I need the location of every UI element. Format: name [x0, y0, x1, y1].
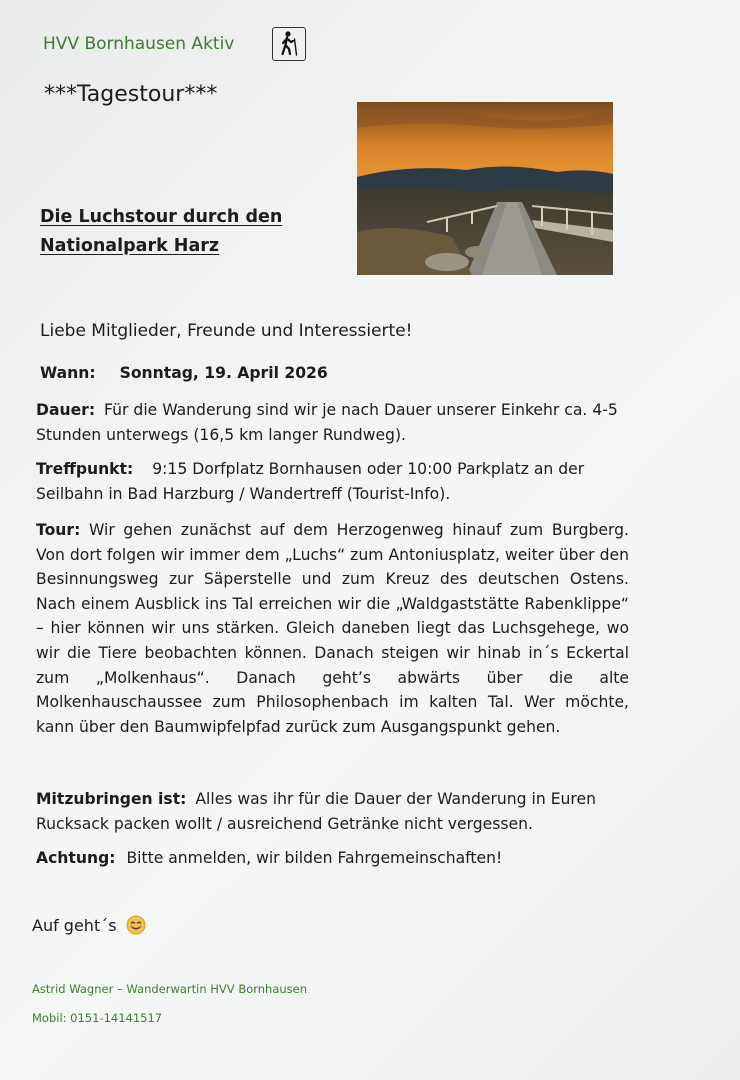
- hiker-logo: [272, 27, 306, 61]
- tour-photo: [357, 102, 613, 275]
- duration-text: Für die Wanderung sind wir je nach Dauer unserer Einkehr ca. 4-5 Stunden unterwegs (16,5 km langer Rundweg).: [36, 401, 618, 444]
- tour-type-heading: ***Tagestour***: [44, 82, 218, 107]
- closing-text: Auf geht´s: [32, 916, 117, 935]
- when-section: [40, 361, 640, 386]
- tour-title: [40, 203, 282, 261]
- bring-label: Mitzubringen ist:: [36, 790, 187, 808]
- tour-title-line-2: Nationalpark Harz: [40, 236, 220, 256]
- tour-section: [36, 518, 629, 739]
- greeting: Liebe Mitglieder, Freunde und Interessierte!: [40, 321, 413, 341]
- when-value: Sonntag, 19. April 2026: [119, 364, 328, 382]
- duration-label: Dauer:: [36, 401, 96, 419]
- attention-section: [36, 846, 636, 871]
- smiling-face-icon: [126, 915, 146, 939]
- contact-phone: Mobil: 0151-14141517: [32, 1011, 163, 1025]
- bring-section: [36, 787, 636, 836]
- attention-text: Bitte anmelden, wir bilden Fahrgemeinschaften!: [126, 849, 503, 867]
- tour-text: Wir gehen zunächst auf dem Herzogenweg hinauf zum Burgberg. Von dort folgen wir immer dem „Luchs“ zum Antoniusplatz, weiter über den Besinnungsweg zur Säperstelle und zum Kreuz des deutschen Ostens. Nach einem Ausblick ins Tal erreichen wir die „Waldgaststätte Rabenklippe“ – hier können wir uns stärken. Gleich daneben liegt das Luchsgehege, wo wir die Tiere beobachten können. Danach steigen wir hinab in´s Eckertal zum „Molkenhaus“. Danach geht’s abwärts über die alte Molkenhauschaussee zum Philosophenbach im kalten Tal. Wer möchte, kann über den Baumwipfelpfad zurück zum Ausgangspunkt gehen.: [36, 521, 629, 736]
- tour-title-line-1: Die Luchstour durch den: [40, 207, 283, 227]
- duration-section: [36, 398, 636, 447]
- closing-line: [32, 915, 146, 939]
- tour-label: Tour:: [36, 521, 81, 539]
- meeting-label: Treffpunkt:: [36, 460, 134, 478]
- meeting-section: [36, 457, 636, 506]
- when-label: Wann:: [40, 364, 96, 382]
- attention-label: Achtung:: [36, 849, 116, 867]
- contact-name: Astrid Wagner – Wanderwartin HVV Bornhausen: [32, 982, 308, 996]
- bring-text: Alles was ihr für die Dauer der Wanderung in Euren Rucksack packen wollt / ausreichend Getränke nicht vergessen.: [36, 790, 596, 833]
- meeting-text: 9:15 Dorfplatz Bornhausen oder 10:00 Parkplatz an der Seilbahn in Bad Harzburg / Wandertreff (Tourist-Info).: [36, 460, 585, 503]
- hiker-icon: [273, 28, 304, 59]
- organization-name: HVV Bornhausen Aktiv: [43, 34, 235, 54]
